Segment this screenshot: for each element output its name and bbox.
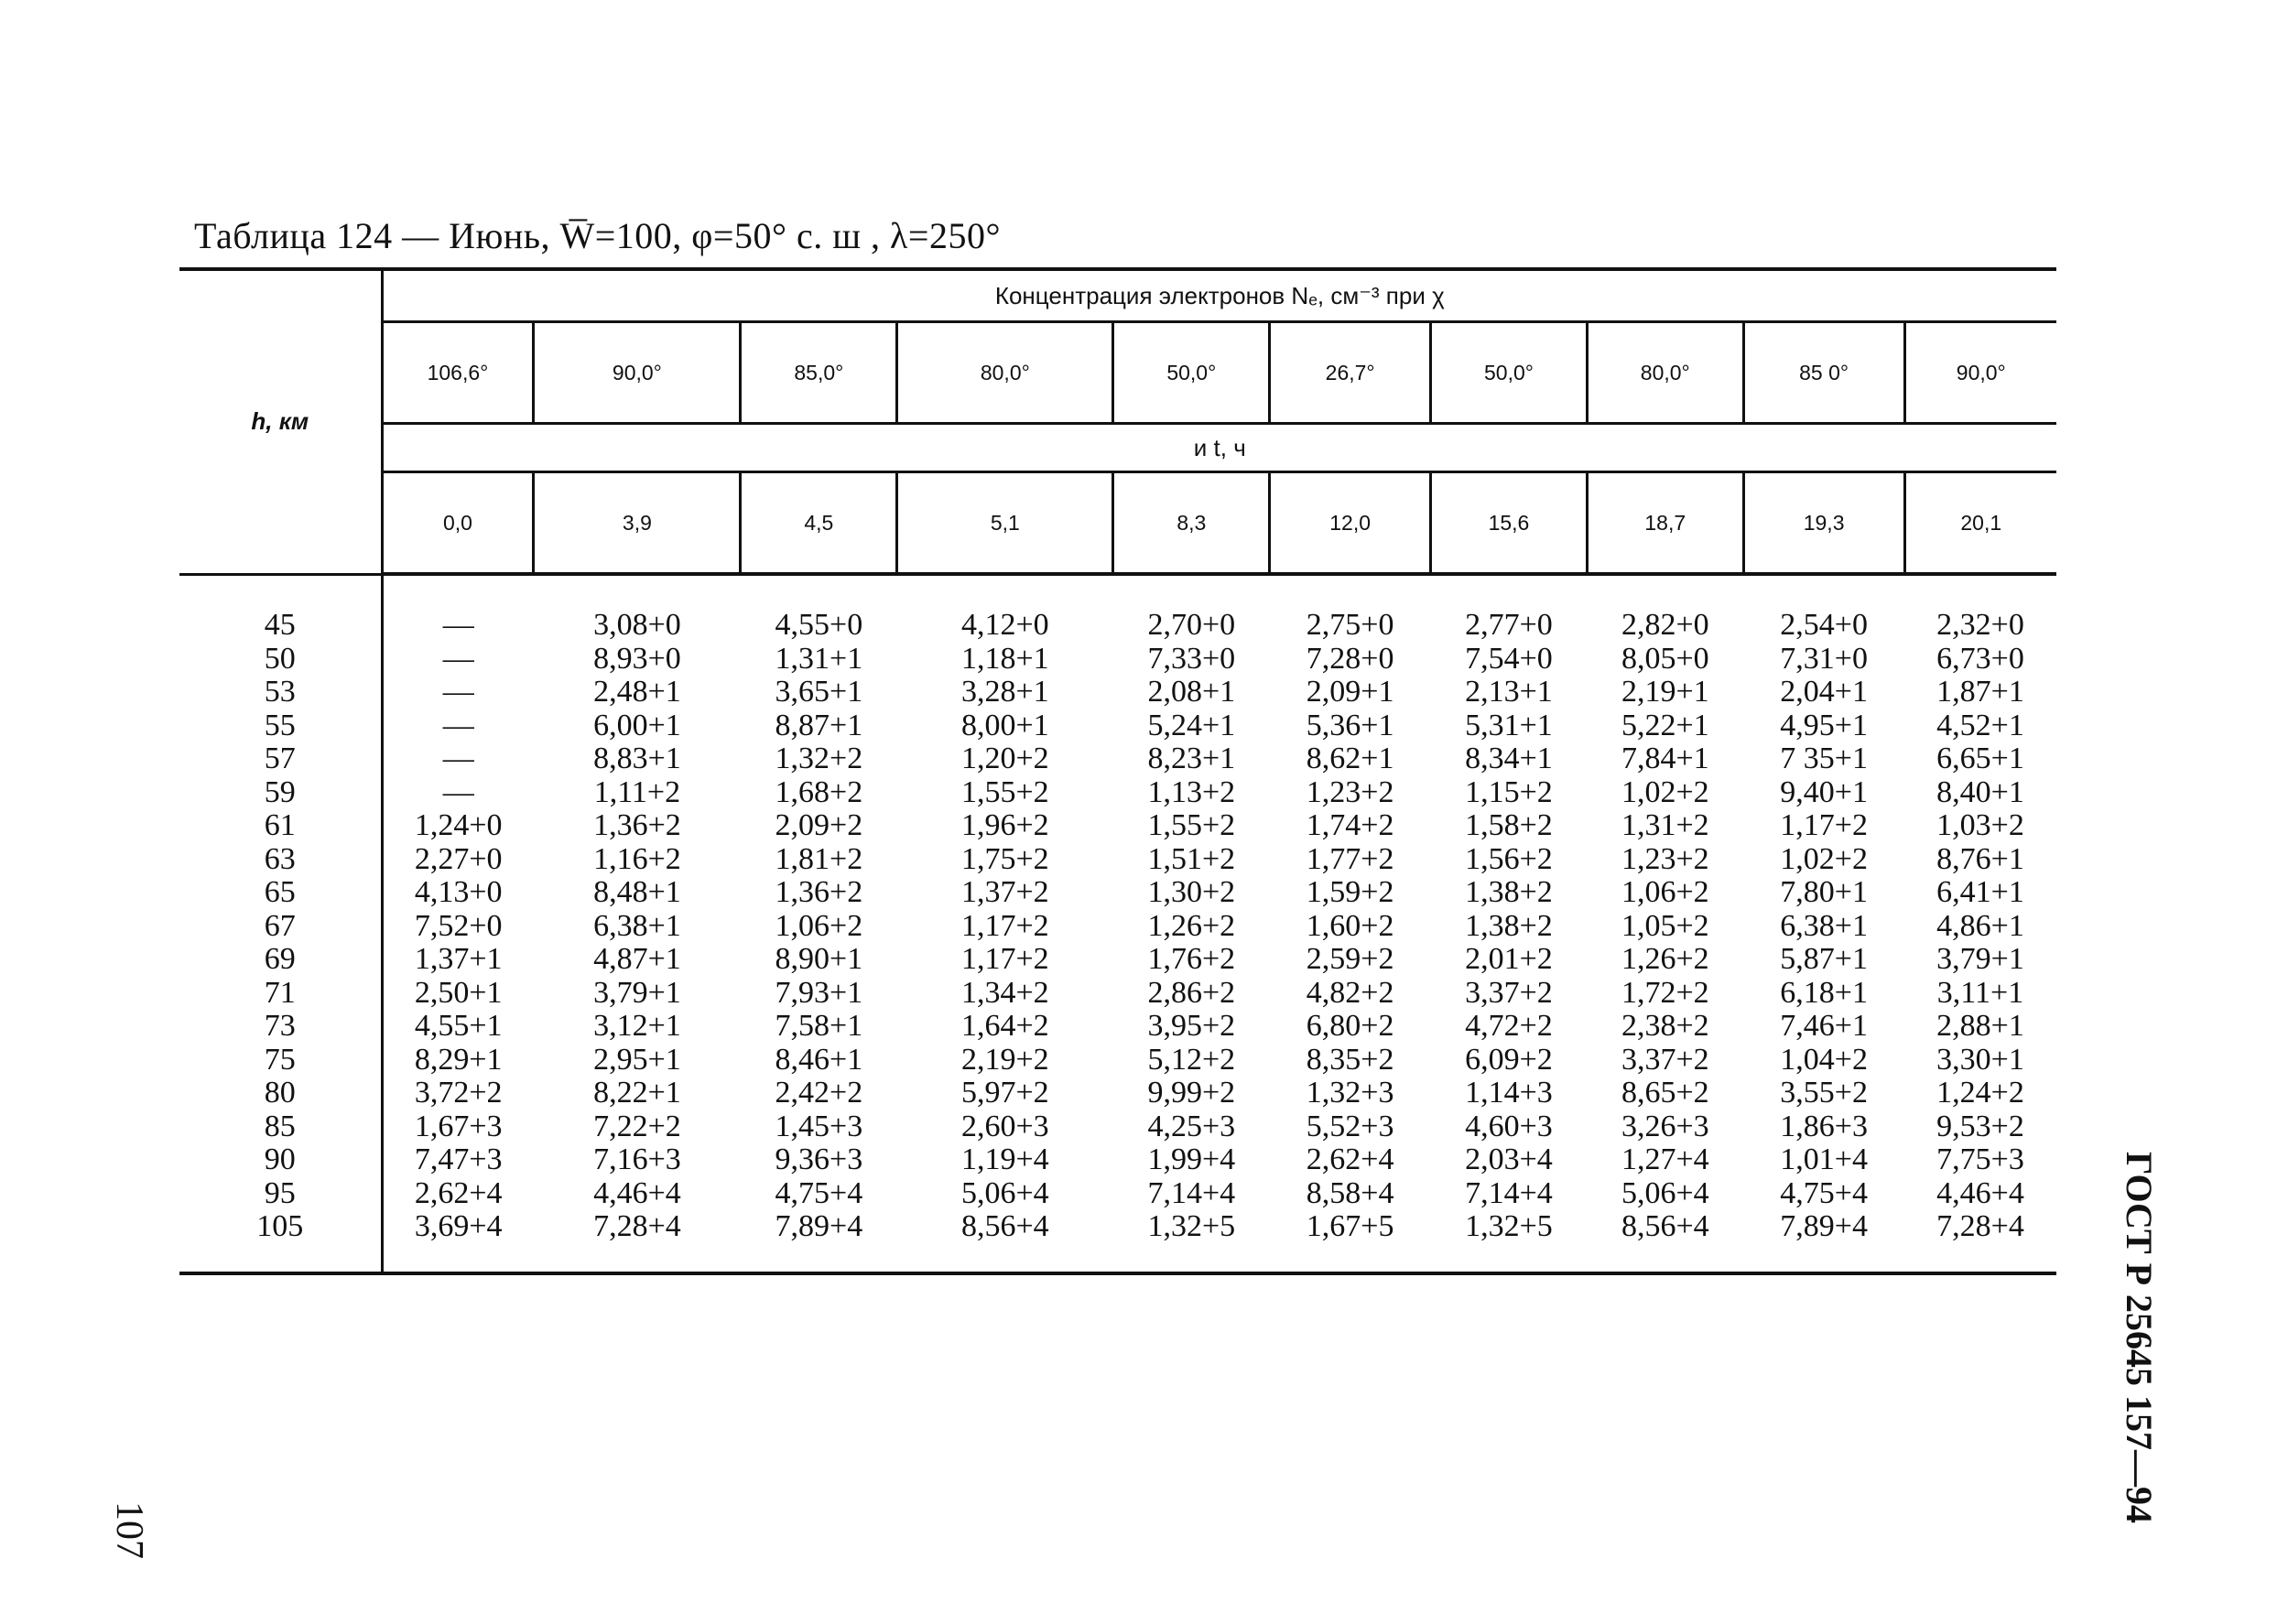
concentration-cell: 6,73+0: [1936, 641, 2024, 676]
table-row: [179, 876, 2056, 910]
concentration-cell: 4,72+2: [1465, 1009, 1553, 1044]
table-row: [179, 1110, 2056, 1144]
concentration-cell: 1,60+2: [1306, 908, 1394, 943]
concentration-cell: 2,01+2: [1465, 942, 1553, 977]
local-time-header: 8,3: [1113, 472, 1270, 575]
electron-concentration-table: [179, 267, 2056, 1275]
concentration-cell: 3,37+2: [1465, 975, 1553, 1010]
concentration-cell: 2,32+0: [1936, 608, 2024, 643]
concentration-cell: 7 35+1: [1780, 742, 1868, 776]
concentration-cell: 9,36+3: [775, 1142, 863, 1177]
concentration-cell: 1,04+2: [1780, 1042, 1868, 1077]
concentration-cell: 1,58+2: [1465, 808, 1553, 843]
zenith-angle-header-row: [179, 322, 2056, 424]
height-cell: 95: [179, 1177, 382, 1211]
concentration-cell: 2,19+1: [1621, 675, 1709, 709]
zenith-angle-header: 50,0°: [1113, 322, 1270, 424]
concentration-cell: 6,18+1: [1780, 975, 1868, 1010]
concentration-cell: 2,62+4: [414, 1175, 503, 1210]
concentration-cell: 9,53+2: [1936, 1109, 2024, 1143]
table-row: [179, 1210, 2056, 1244]
concentration-cell: 2,77+0: [1465, 608, 1553, 643]
zenith-angle-header: 50,0°: [1431, 322, 1588, 424]
concentration-cell: 8,76+1: [1936, 841, 2024, 876]
concentration-cell: 7,46+1: [1780, 1009, 1868, 1044]
concentration-cell: 7,14+4: [1147, 1175, 1236, 1210]
concentration-cell: 2,09+2: [775, 808, 863, 843]
concentration-cell: 3,55+2: [1780, 1076, 1868, 1110]
concentration-cell: 1,17+2: [960, 942, 1049, 977]
concentration-cell: 1,05+2: [1621, 908, 1709, 943]
table-row: [179, 943, 2056, 977]
concentration-cell: 2,50+1: [414, 975, 503, 1010]
concentration-cell: 1,01+4: [1780, 1142, 1868, 1177]
concentration-cell: 1,75+2: [960, 841, 1049, 876]
concentration-cell: 3,79+1: [593, 975, 681, 1010]
concentration-cell: 1,31+1: [775, 641, 863, 676]
concentration-cell: 8,00+1: [960, 708, 1049, 742]
concentration-cell: 7,93+1: [775, 975, 863, 1010]
concentration-cell: 1,68+2: [775, 774, 863, 809]
concentration-cell: 1,17+2: [1780, 808, 1868, 843]
concentration-cell: 5,36+1: [1306, 708, 1394, 742]
concentration-cell: 1,02+2: [1780, 841, 1868, 876]
table-row: [179, 676, 2056, 709]
concentration-cell: 4,86+1: [1936, 908, 2024, 943]
concentration-cell: 8,29+1: [414, 1042, 503, 1077]
concentration-cell: 4,46+4: [1936, 1175, 2024, 1210]
concentration-cell: 4,52+1: [1936, 708, 2024, 742]
zenith-angle-header: 85 0°: [1743, 322, 1904, 424]
local-time-header: 0,0: [382, 472, 534, 575]
concentration-cell: 4,75+4: [1780, 1175, 1868, 1210]
concentration-cell: 3,11+1: [1936, 975, 2024, 1010]
concentration-cell: 1,76+2: [1147, 942, 1236, 977]
concentration-cell: 1,67+3: [414, 1109, 503, 1143]
concentration-cell: 6,80+2: [1306, 1009, 1394, 1044]
concentration-cell: 5,12+2: [1147, 1042, 1236, 1077]
concentration-cell: 1,02+2: [1621, 774, 1709, 809]
height-cell: 63: [179, 843, 382, 877]
concentration-cell: 8,56+4: [1621, 1209, 1709, 1244]
concentration-cell: 6,41+1: [1936, 875, 2024, 910]
local-time-header: 20,1: [1904, 472, 2056, 575]
standard-designation: ГОСТ Р 25645 157—94: [2119, 1152, 2160, 1524]
local-time-header: 3,9: [534, 472, 741, 575]
height-cell: 65: [179, 876, 382, 910]
height-cell: 53: [179, 676, 382, 709]
concentration-cell: —: [442, 742, 474, 776]
local-time-header: 5,1: [897, 472, 1113, 575]
zenith-angle-header: 85,0°: [741, 322, 897, 424]
concentration-cell: 8,22+1: [593, 1076, 681, 1110]
concentration-cell: 1,17+2: [960, 908, 1049, 943]
height-cell: 57: [179, 742, 382, 776]
height-cell: 69: [179, 943, 382, 977]
concentration-cell: 1,14+3: [1465, 1076, 1553, 1110]
concentration-cell: 2,82+0: [1621, 608, 1709, 643]
table-row: [179, 1177, 2056, 1211]
concentration-cell: 1,26+2: [1147, 908, 1236, 943]
concentration-cell: 7,52+0: [414, 908, 503, 943]
concentration-cell: —: [442, 675, 474, 709]
concentration-cell: 2,03+4: [1465, 1142, 1553, 1177]
height-cell: 105: [179, 1210, 382, 1244]
concentration-group-header: Концентрация электронов Nₑ, см⁻³ при χ: [382, 269, 2056, 322]
concentration-cell: 6,65+1: [1936, 742, 2024, 776]
table-row: [179, 1010, 2056, 1044]
concentration-cell: 5,97+2: [960, 1076, 1049, 1110]
concentration-cell: 8,05+0: [1621, 641, 1709, 676]
concentration-cell: 3,79+1: [1936, 942, 2024, 977]
concentration-cell: 7,54+0: [1465, 641, 1553, 676]
concentration-cell: 5,24+1: [1147, 708, 1236, 742]
concentration-cell: 3,08+0: [593, 608, 681, 643]
concentration-cell: 7,84+1: [1621, 742, 1709, 776]
table-row: [179, 910, 2056, 944]
height-column-header: h, км: [179, 269, 382, 574]
concentration-cell: 1,55+2: [960, 774, 1049, 809]
table-body: [179, 574, 2056, 1273]
concentration-cell: 4,25+3: [1147, 1109, 1236, 1143]
concentration-cell: 3,37+2: [1621, 1042, 1709, 1077]
concentration-cell: 1,26+2: [1621, 942, 1709, 977]
concentration-cell: 8,35+2: [1306, 1042, 1394, 1077]
concentration-cell: 8,23+1: [1147, 742, 1236, 776]
concentration-cell: 8,58+4: [1306, 1175, 1394, 1210]
concentration-cell: 8,34+1: [1465, 742, 1553, 776]
concentration-cell: 1,15+2: [1465, 774, 1553, 809]
concentration-cell: 1,64+2: [960, 1009, 1049, 1044]
local-time-header: 19,3: [1743, 472, 1904, 575]
concentration-cell: 7,28+4: [1936, 1209, 2024, 1244]
concentration-cell: 4,95+1: [1780, 708, 1868, 742]
concentration-cell: 1,19+4: [960, 1142, 1049, 1177]
concentration-cell: 1,32+2: [775, 742, 863, 776]
table-row: [179, 709, 2056, 743]
concentration-cell: 4,55+1: [414, 1009, 503, 1044]
height-cell: 61: [179, 809, 382, 843]
table-row: [179, 1044, 2056, 1077]
concentration-cell: 2,08+1: [1147, 675, 1236, 709]
local-time-header: 4,5: [741, 472, 897, 575]
table-row: [179, 609, 2056, 643]
concentration-cell: 3,65+1: [775, 675, 863, 709]
concentration-cell: 5,52+3: [1306, 1109, 1394, 1143]
concentration-cell: 8,40+1: [1936, 774, 2024, 809]
concentration-cell: 1,55+2: [1147, 808, 1236, 843]
concentration-cell: 4,13+0: [414, 875, 503, 910]
concentration-cell: 8,93+0: [593, 641, 681, 676]
concentration-cell: 2,75+0: [1306, 608, 1394, 643]
concentration-cell: 9,99+2: [1147, 1076, 1236, 1110]
concentration-cell: 1,99+4: [1147, 1142, 1236, 1177]
concentration-cell: 1,96+2: [960, 808, 1049, 843]
concentration-cell: 2,13+1: [1465, 675, 1553, 709]
concentration-cell: 8,87+1: [775, 708, 863, 742]
table-row: [179, 977, 2056, 1011]
concentration-cell: —: [442, 774, 474, 809]
concentration-cell: 1,32+3: [1306, 1076, 1394, 1110]
zenith-angle-header: 26,7°: [1270, 322, 1431, 424]
concentration-cell: 6,00+1: [593, 708, 681, 742]
concentration-cell: 1,74+2: [1306, 808, 1394, 843]
table-row: [179, 1077, 2056, 1110]
table-row: [179, 742, 2056, 776]
zenith-angle-header: 90,0°: [1904, 322, 2056, 424]
concentration-cell: 5,22+1: [1621, 708, 1709, 742]
height-cell: 45: [179, 609, 382, 643]
concentration-cell: 1,87+1: [1936, 675, 2024, 709]
height-cell: 85: [179, 1110, 382, 1144]
concentration-cell: 1,24+0: [414, 808, 503, 843]
concentration-cell: 8,46+1: [775, 1042, 863, 1077]
time-group-header: и t, ч: [382, 424, 2056, 472]
concentration-cell: 4,46+4: [593, 1175, 681, 1210]
height-cell: 55: [179, 709, 382, 743]
concentration-cell: 1,03+2: [1936, 808, 2024, 843]
concentration-cell: 1,81+2: [775, 841, 863, 876]
concentration-cell: 1,67+5: [1306, 1209, 1394, 1244]
concentration-cell: 7,89+4: [1780, 1209, 1868, 1244]
concentration-cell: 2,88+1: [1936, 1009, 2024, 1044]
concentration-cell: 1,37+2: [960, 875, 1049, 910]
concentration-cell: 2,59+2: [1306, 942, 1394, 977]
concentration-cell: 2,54+0: [1780, 608, 1868, 643]
concentration-cell: 1,06+2: [1621, 875, 1709, 910]
concentration-cell: 2,19+2: [960, 1042, 1049, 1077]
concentration-cell: 8,56+4: [960, 1209, 1049, 1244]
concentration-cell: —: [442, 608, 474, 643]
page-number: 107: [108, 1501, 150, 1559]
concentration-cell: 2,95+1: [593, 1042, 681, 1077]
concentration-cell: 7,33+0: [1147, 641, 1236, 676]
concentration-cell: 1,27+4: [1621, 1142, 1709, 1177]
height-cell: 75: [179, 1044, 382, 1077]
concentration-cell: 1,31+2: [1621, 808, 1709, 843]
concentration-cell: 1,24+2: [1936, 1076, 2024, 1110]
concentration-cell: 6,38+1: [1780, 908, 1868, 943]
concentration-cell: 2,42+2: [775, 1076, 863, 1110]
local-time-header: 18,7: [1587, 472, 1743, 575]
concentration-cell: 8,62+1: [1306, 742, 1394, 776]
concentration-cell: 4,75+4: [775, 1175, 863, 1210]
table-row: [179, 643, 2056, 677]
concentration-cell: 8,90+1: [775, 942, 863, 977]
concentration-cell: 7,28+0: [1306, 641, 1394, 676]
concentration-cell: 1,59+2: [1306, 875, 1394, 910]
concentration-cell: 2,27+0: [414, 841, 503, 876]
concentration-cell: 1,86+3: [1780, 1109, 1868, 1143]
concentration-cell: 3,72+2: [414, 1076, 503, 1110]
concentration-cell: 1,32+5: [1465, 1209, 1553, 1244]
concentration-cell: 6,09+2: [1465, 1042, 1553, 1077]
concentration-cell: 1,30+2: [1147, 875, 1236, 910]
concentration-cell: 7,16+3: [593, 1142, 681, 1177]
concentration-cell: 4,55+0: [775, 608, 863, 643]
concentration-cell: 1,38+2: [1465, 875, 1553, 910]
concentration-cell: 1,20+2: [960, 742, 1049, 776]
concentration-cell: 1,36+2: [593, 808, 681, 843]
zenith-angle-header: 90,0°: [534, 322, 741, 424]
zenith-angle-header: 80,0°: [897, 322, 1113, 424]
height-cell: 71: [179, 977, 382, 1011]
concentration-cell: 4,12+0: [960, 608, 1049, 643]
concentration-cell: 7,31+0: [1780, 641, 1868, 676]
concentration-cell: 1,18+1: [960, 641, 1049, 676]
concentration-cell: 7,58+1: [775, 1009, 863, 1044]
concentration-cell: —: [442, 708, 474, 742]
concentration-cell: 1,36+2: [775, 875, 863, 910]
concentration-cell: 2,62+4: [1306, 1142, 1394, 1177]
concentration-cell: 7,47+3: [414, 1142, 503, 1177]
table-caption: Таблица 124 — Июнь, W̅=100, φ=50° с. ш , λ=250°: [194, 215, 1001, 256]
concentration-cell: 1,16+2: [593, 841, 681, 876]
concentration-cell: 7,75+3: [1936, 1142, 2024, 1177]
zenith-angle-header: 80,0°: [1587, 322, 1743, 424]
concentration-cell: 6,38+1: [593, 908, 681, 943]
concentration-cell: 1,32+5: [1147, 1209, 1236, 1244]
concentration-cell: 1,06+2: [775, 908, 863, 943]
concentration-cell: —: [442, 641, 474, 676]
concentration-cell: 2,48+1: [593, 675, 681, 709]
concentration-cell: 2,60+3: [960, 1109, 1049, 1143]
concentration-cell: 8,83+1: [593, 742, 681, 776]
table-row: [179, 776, 2056, 810]
table-row: [179, 843, 2056, 877]
concentration-cell: 2,70+0: [1147, 608, 1236, 643]
concentration-cell: 3,95+2: [1147, 1009, 1236, 1044]
concentration-cell: 2,86+2: [1147, 975, 1236, 1010]
table-row: [179, 1143, 2056, 1177]
concentration-cell: 8,48+1: [593, 875, 681, 910]
local-time-header: 15,6: [1431, 472, 1588, 575]
concentration-cell: 3,69+4: [414, 1209, 503, 1244]
concentration-cell: 9,40+1: [1780, 774, 1868, 809]
concentration-cell: 1,45+3: [775, 1109, 863, 1143]
concentration-cell: 3,12+1: [593, 1009, 681, 1044]
height-cell: 67: [179, 910, 382, 944]
zenith-angle-header: 106,6°: [382, 322, 534, 424]
concentration-cell: 4,60+3: [1465, 1109, 1553, 1143]
concentration-cell: 7,80+1: [1780, 875, 1868, 910]
concentration-cell: 5,31+1: [1465, 708, 1553, 742]
concentration-cell: 3,26+3: [1621, 1109, 1709, 1143]
concentration-cell: 4,82+2: [1306, 975, 1394, 1010]
concentration-cell: 2,38+2: [1621, 1009, 1709, 1044]
concentration-cell: 7,14+4: [1465, 1175, 1553, 1210]
concentration-cell: 7,22+2: [593, 1109, 681, 1143]
concentration-cell: 4,87+1: [593, 942, 681, 977]
concentration-cell: 3,30+1: [1936, 1042, 2024, 1077]
height-cell: 90: [179, 1143, 382, 1177]
local-time-header-row: [179, 472, 2056, 575]
height-cell: 59: [179, 776, 382, 810]
concentration-cell: 2,09+1: [1306, 675, 1394, 709]
concentration-cell: 2,04+1: [1780, 675, 1868, 709]
concentration-cell: 3,28+1: [960, 675, 1049, 709]
concentration-cell: 1,72+2: [1621, 975, 1709, 1010]
concentration-cell: 5,06+4: [960, 1175, 1049, 1210]
concentration-cell: 1,51+2: [1147, 841, 1236, 876]
concentration-cell: 1,77+2: [1306, 841, 1394, 876]
concentration-cell: 1,23+2: [1306, 774, 1394, 809]
concentration-cell: 1,38+2: [1465, 908, 1553, 943]
concentration-cell: 5,06+4: [1621, 1175, 1709, 1210]
concentration-cell: 7,28+4: [593, 1209, 681, 1244]
height-cell: 50: [179, 643, 382, 677]
concentration-cell: 1,34+2: [960, 975, 1049, 1010]
concentration-cell: 7,89+4: [775, 1209, 863, 1244]
concentration-cell: 1,23+2: [1621, 841, 1709, 876]
height-cell: 80: [179, 1077, 382, 1110]
table-row: [179, 809, 2056, 843]
concentration-cell: 1,56+2: [1465, 841, 1553, 876]
height-cell: 73: [179, 1010, 382, 1044]
concentration-cell: 1,11+2: [593, 774, 681, 809]
concentration-cell: 1,13+2: [1147, 774, 1236, 809]
concentration-cell: 5,87+1: [1780, 942, 1868, 977]
local-time-header: 12,0: [1270, 472, 1431, 575]
concentration-cell: 1,37+1: [414, 942, 503, 977]
concentration-cell: 8,65+2: [1621, 1076, 1709, 1110]
